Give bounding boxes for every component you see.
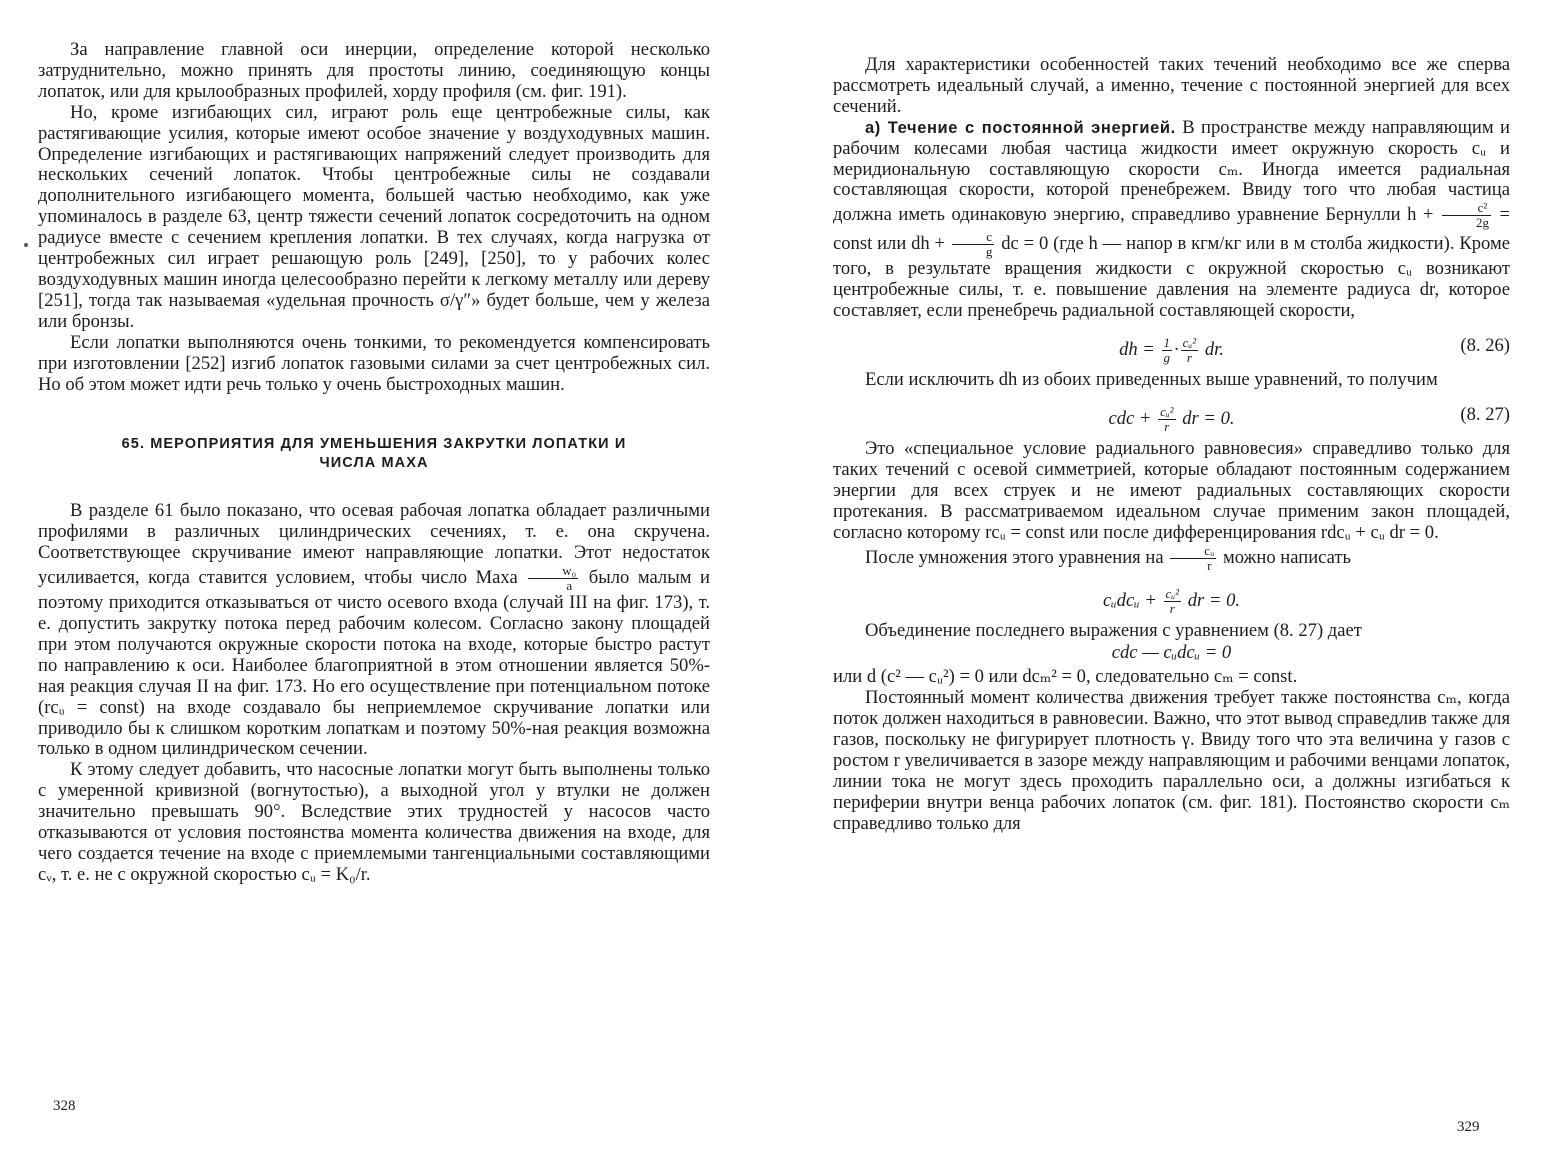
text-run: = const или dh +: [833, 204, 1510, 255]
paragraph: К этому следует добавить, что насосные лопатки могут быть выполнены только с умеренной кривизной (вогнутостью), а выходной угол у втулки не должен значительно превышать 90°. Вследствие этих трудностей у насосов часто отказываются от условия постоянства момента количества движения на входе, для чего создается течение на входе с приемлемыми тангенциальными составляющими cᵥ, т. е. не с окружной скоростью cᵤ = K₀/r.: [38, 759, 710, 885]
fraction: [1170, 544, 1216, 573]
fraction-numerator: cᵤ²: [1160, 403, 1174, 419]
text-run: После умножения этого уравнения на: [865, 546, 1164, 568]
margin-dot: [24, 243, 28, 247]
fraction-denominator: g: [1163, 350, 1171, 366]
equation-body: [1119, 322, 1224, 365]
fraction: [1158, 405, 1175, 434]
text-run: В разделе 61 было показано, что осевая рабочая лопатка обладает различными профилями в различных цилиндрических сечениях, т. е. она скручена. Соответствующее скручивание имеют направляющие лопатки. Этот недостаток усиливается, когда ставится условием, чтобы число Маха: [38, 500, 710, 588]
fraction-numerator: cᵤ²: [1165, 585, 1180, 601]
equation-combined: [833, 641, 1510, 667]
fraction-numerator: 1: [1163, 335, 1171, 351]
fraction-denominator: r: [1169, 600, 1175, 616]
fraction: [1162, 336, 1173, 365]
fraction: [1442, 201, 1491, 230]
paragraph: [38, 501, 710, 760]
fraction-denominator: a: [566, 578, 573, 594]
equation-body: [1103, 573, 1240, 616]
paragraph: Но, кроме изгибающих сил, играют роль еще центробежные силы, как растягивающие усилия, которые имеют особое значение у воздуходувных машин. Определение изгибающих и растягивающих напряжений следует производить для нескольких сечений лопаток. Чтобы центробежные силы не создавали дополнительного изгибающего момента, большей частью необходимо, как уже упоминалось в разделе 63, центр тяжести сечений лопаток сосредоточить на одном радиусе вместе с сечением крепления лопатки. В тех случаях, когда нагрузка от центробежных сил играет решающую роль [249], [250], то у рабочих колес воздуходувных машин иногда целесообразно перейти к легкому металлу или дереву [251], тогда так называемая «удельная прочность σ/γ″» будет больше, чем у железа или бронзы.: [38, 101, 710, 332]
paragraph: [833, 544, 1510, 573]
equation-body: cdc — cᵤdcᵤ = 0: [1111, 642, 1232, 664]
text-run: dc = 0 (где h — напор в кгм/кг или в м столба жидкости). Кроме того, в результате вращения жидкости с окружной скоростью cᵤ возникают центробежные силы, т. е. повышение давления на элементе радиуса dr, которое составляет, если пренебречь радиальной составляющей скорости,: [833, 233, 1510, 322]
equation-part: cᵤdcᵤ +: [1102, 589, 1157, 611]
paragraph: За направление главной оси инерции, определение которой несколько затруднительно, можно принять для простоты линию, соединяющую концы лопаток, или для крылообразных профилей, хорду профиля (см. фиг. 191).: [38, 39, 710, 102]
left-text-column: [38, 40, 710, 886]
equation-part: dh =: [1119, 338, 1155, 360]
equation-8-27: [833, 391, 1510, 439]
paragraph: Для характеристики особенностей таких течений необходимо все же сперва рассмотреть идеальный случай, а именно, течение с постоянной энергией для всех сечений.: [833, 54, 1510, 117]
fraction-denominator: r: [1186, 350, 1192, 366]
paragraph: [833, 118, 1510, 322]
equation-number: (8. 27): [1460, 403, 1510, 425]
fraction-numerator: c: [952, 230, 995, 245]
equation-part: cdc +: [1108, 407, 1152, 429]
paragraph: или d (c² — cᵤ²) = 0 или dcₘ² = 0, следовательно cₘ = const.: [833, 666, 1298, 688]
mach-fraction: [528, 564, 578, 593]
page-number: 328: [53, 1098, 76, 1114]
equation-unnumbered: [833, 573, 1510, 621]
fraction: [1164, 587, 1181, 616]
paragraph: Это «специальное условие радиального равновесия» справедливо только для таких течений с осевой симметрией, которые обладают постоянным содержанием энергии для всех струек и не имеют радиальных составляющих скорости протекания. В рассматриваемом идеальном случае применим закон площадей, согласно которому rcᵤ = const или после дифференцирования rdcᵤ + cᵤ dr = 0.: [833, 437, 1510, 543]
left-page: [0, 0, 775, 1152]
fraction-denominator: r: [1164, 418, 1170, 434]
fraction-numerator: c²: [1442, 201, 1491, 216]
fraction: [952, 230, 995, 259]
equation-body: [1108, 391, 1234, 434]
right-page: [775, 0, 1551, 1152]
paragraph: Постоянный момент количества движения требует также постоянства cₘ, когда поток должен находиться в равновесии. Важно, что этот вывод справедлив также для газов, поскольку не фигурирует плотность γ. Ввиду того что эта величина у газов с ростом r увеличивается в зазоре между направляющим и рабочими венцами лопаток, линии тока не могут здесь проходить параллельно оси, а должны изгибаться к периферии внутри венца рабочих лопаток (см. фиг. 181). Постоянство скорости cₘ справедливо только для: [833, 687, 1510, 834]
equation-part: dr = 0.: [1182, 407, 1235, 429]
page-number: 329: [1457, 1119, 1480, 1135]
section-heading: 65. МЕРОПРИЯТИЯ ДЛЯ УМЕНЬШЕНИЯ ЗАКРУТКИ ЛОПАТКИ И ЧИСЛА МАХА: [121, 436, 627, 472]
right-text-column: [833, 55, 1510, 835]
fraction-numerator: cᵤ: [1170, 544, 1216, 559]
equation-part: dr = 0.: [1187, 589, 1241, 611]
fraction-denominator: g: [985, 244, 993, 260]
equation-8-26: [833, 322, 1510, 370]
runin-heading: а) Течение с постоянной энергией.: [865, 118, 1176, 137]
fraction: [1181, 336, 1198, 365]
text-run: В пространстве между направляющим и рабочим колесами любая частица жидкости имеет окружную скорость cᵤ и меридиональную составляющую скорости cₘ. Иногда имеется радиальная составляющая скорости, которой пренебрежем. Ввиду того что любая частица должна иметь одинаковую энергию, справедливо уравнение Бернулли h +: [833, 116, 1511, 226]
text-run: можно написать: [1222, 546, 1351, 568]
fraction-denominator: r: [1207, 557, 1212, 573]
fraction-numerator: w₀: [528, 564, 578, 579]
paragraph: Объединение последнего выражения с уравнением (8. 27) дает: [865, 619, 1362, 641]
fraction-numerator: cᵤ²: [1182, 335, 1197, 351]
paragraph: Если лопатки выполняются очень тонкими, то рекомендуется компенсировать при изготовлении [252] изгиб лопаток газовыми силами за счет центробежных сил. Но об этом может идти речь только у очень быстроходных машин.: [38, 331, 710, 395]
equation-part: dr.: [1204, 338, 1224, 360]
text-run: было малым и поэтому приходится отказываться от чисто осевого входа (случай III на фиг. 173), т. е. допустить закрутку потока перед рабочим колесом. Согласно закону площадей при этом получаются окружные скорости потока на входе, которые быстро растут по направлению к оси. Наиболее благоприятной в этом отношении является 50%-ная реакция случая II на фиг. 173. Но его осуществление при потенциальном потоке (rcᵤ = const) на входе создавало бы неприемлемое скручивание лопатки или приводило бы к слишком коротким лопаткам и поэтому 50%-ная реакция возможна только в одном цилиндрическом сечении.: [38, 566, 710, 760]
paragraph: Если исключить dh из обоих приведенных выше уравнений, то получим: [865, 369, 1438, 391]
equation-part: ·: [1174, 338, 1179, 360]
equation-number: (8. 26): [1460, 335, 1510, 357]
fraction-denominator: 2g: [1475, 215, 1489, 231]
